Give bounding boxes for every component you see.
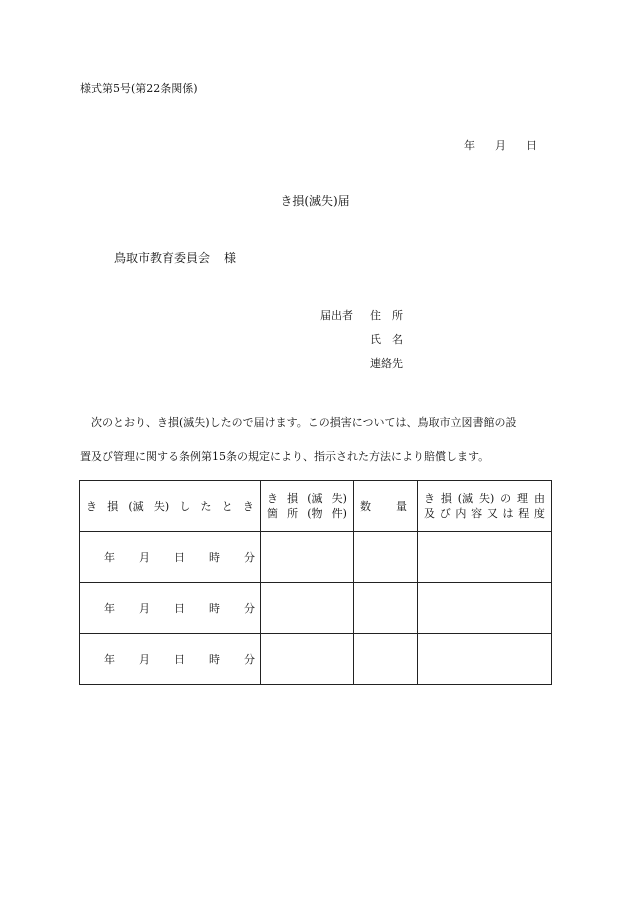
header-char: 由 — [533, 492, 545, 505]
addressee-name: 鳥取市教育委員会 — [114, 251, 211, 265]
date-line — [464, 137, 537, 153]
header-char: 件) — [331, 507, 347, 520]
header-char: 損 — [440, 492, 452, 505]
header-char: 損 — [287, 492, 299, 505]
declaration-line-1: 次のとおり、き損(滅失)したので届けます。この損害については、鳥取市立図書館の設 — [91, 416, 517, 429]
header-char: 所 — [287, 507, 299, 520]
applicant-contact-label: 連絡先 — [370, 357, 403, 370]
header-damage-location — [261, 481, 354, 532]
header-char: 程 — [518, 507, 530, 520]
minute-unit: 分 — [244, 653, 255, 666]
header-char: き — [86, 500, 97, 513]
month-unit: 月 — [139, 602, 150, 615]
header-damage-datetime — [80, 481, 261, 532]
form-number: 様式第5号(第22条関係) — [80, 82, 198, 95]
header-char: 及 — [424, 507, 435, 520]
date-day-label: 日 — [526, 139, 537, 152]
quantity-cell[interactable] — [354, 532, 418, 583]
month-unit: 月 — [139, 551, 150, 564]
minute-unit: 分 — [244, 551, 255, 564]
damage-record-table — [79, 480, 552, 685]
addressee-honorific: 様 — [224, 251, 237, 265]
header-char: 失) — [331, 492, 347, 505]
table-row — [80, 583, 552, 634]
header-char: (滅 — [457, 492, 474, 505]
header-char: 度 — [533, 507, 545, 520]
reason-cell[interactable] — [418, 532, 552, 583]
applicant-prefix: 届出者 — [320, 309, 353, 322]
applicant-address-label: 住 所 — [370, 309, 403, 322]
hour-unit: 時 — [209, 653, 220, 666]
header-char: 又 — [486, 507, 498, 520]
table-header-row — [80, 481, 552, 532]
applicant-name-label: 氏 名 — [370, 333, 403, 346]
header-char: (滅 — [128, 500, 144, 513]
header-char: 箇 — [267, 507, 278, 520]
header-char: 数 — [360, 500, 371, 513]
header-char: 損 — [107, 500, 119, 513]
table-row — [80, 634, 552, 685]
header-char: 理 — [517, 492, 529, 505]
reason-cell[interactable] — [418, 583, 552, 634]
header-char: 失) — [478, 492, 495, 505]
header-char: (物 — [307, 507, 323, 520]
header-char: し — [179, 500, 191, 513]
minute-unit: 分 — [244, 602, 255, 615]
header-char: 内 — [455, 507, 467, 520]
header-char: き — [242, 500, 254, 513]
header-char: び — [439, 507, 451, 520]
header-char: た — [200, 500, 212, 513]
quantity-cell[interactable] — [354, 634, 418, 685]
hour-unit: 時 — [209, 602, 220, 615]
year-unit: 年 — [104, 551, 115, 564]
day-unit: 日 — [174, 551, 185, 564]
declaration-line-2: 置及び管理に関する条例第15条の規定により、指示された方法により賠償します。 — [80, 450, 490, 463]
header-char: (滅 — [307, 492, 323, 505]
header-char: き — [424, 492, 435, 505]
reason-cell[interactable] — [418, 634, 552, 685]
hour-unit: 時 — [209, 551, 220, 564]
quantity-cell[interactable] — [354, 583, 418, 634]
document-title: き損(滅失)届 — [280, 194, 350, 208]
day-unit: 日 — [174, 653, 185, 666]
month-unit: 月 — [139, 653, 150, 666]
applicant-block — [320, 304, 403, 376]
header-char: は — [502, 507, 514, 520]
header-reason — [418, 481, 552, 532]
header-char: 失) — [153, 500, 170, 513]
header-char: 容 — [471, 507, 483, 520]
year-unit: 年 — [104, 602, 115, 615]
datetime-cell[interactable] — [80, 634, 261, 685]
table-row — [80, 532, 552, 583]
header-char: 量 — [396, 500, 407, 513]
year-unit: 年 — [104, 653, 115, 666]
location-cell[interactable] — [261, 532, 354, 583]
declaration-text — [80, 406, 550, 474]
day-unit: 日 — [174, 602, 185, 615]
date-month-label: 月 — [495, 139, 506, 152]
header-char: き — [267, 492, 278, 505]
location-cell[interactable] — [261, 634, 354, 685]
date-year-label: 年 — [464, 139, 475, 152]
header-quantity — [354, 481, 418, 532]
addressee — [114, 249, 236, 266]
location-cell[interactable] — [261, 583, 354, 634]
header-char: と — [221, 500, 233, 513]
header-char: の — [500, 492, 512, 505]
datetime-cell[interactable] — [80, 583, 261, 634]
datetime-cell[interactable] — [80, 532, 261, 583]
